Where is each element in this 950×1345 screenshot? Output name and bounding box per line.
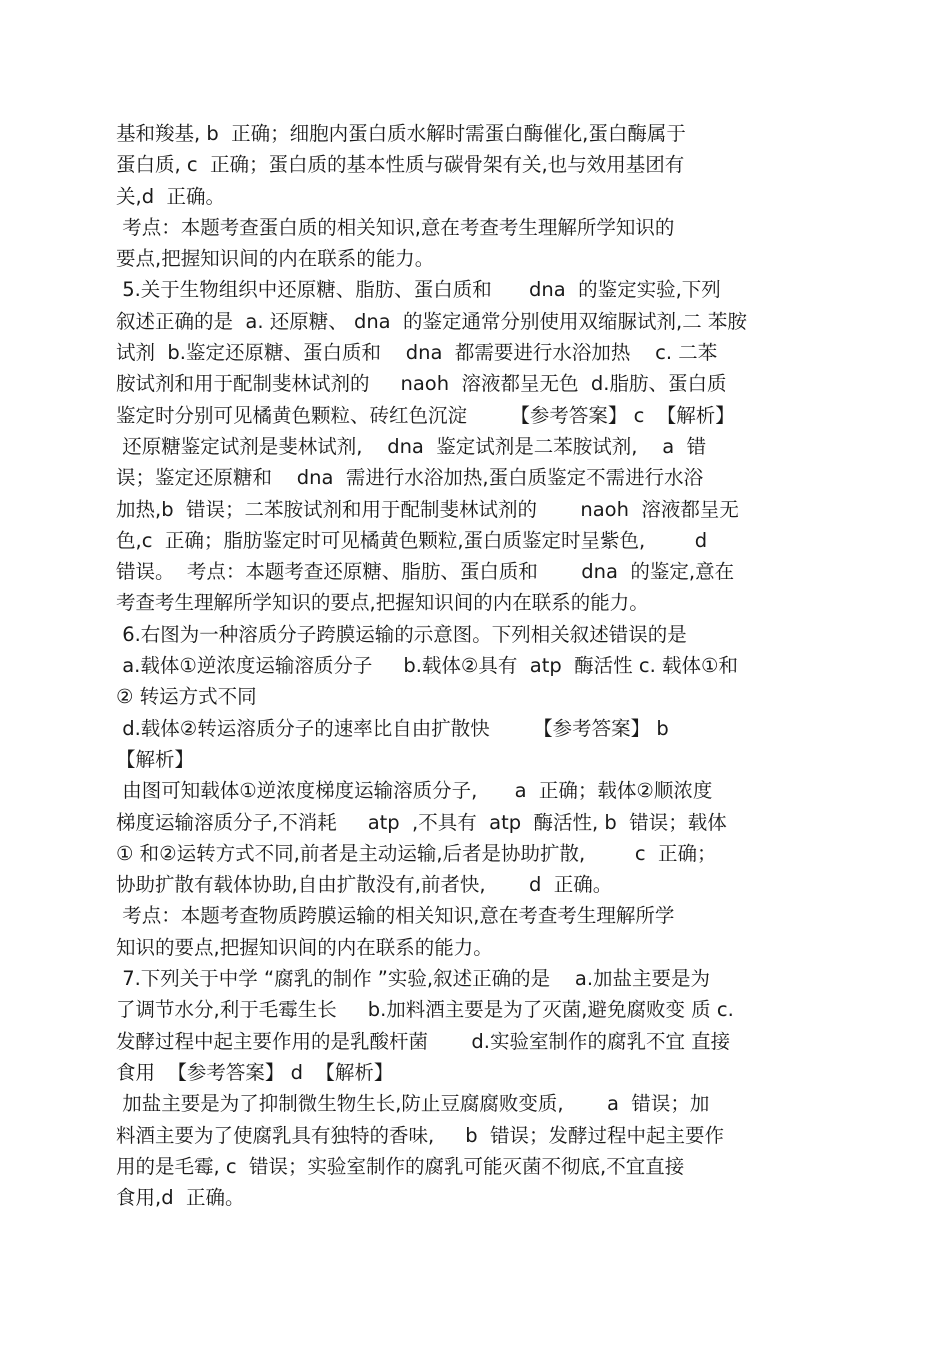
text-line: 5.关于生物组织中还原糖、脂肪、蛋白质和 dna 的鉴定实验,下列 (116, 278, 721, 302)
text-line: 试剂 b.鉴定还原糖、蛋白质和 dna 都需要进行水浴加热 c. 二苯 (116, 341, 718, 365)
text-line: 料酒主要为了使腐乳具有独特的香味, b 错误；发酵过程中起主要作 (116, 1123, 724, 1147)
text-line: 了调节水分,利于毛霉生长 b.加料酒主要是为了灭菌,避免腐败变 质 c. (116, 998, 734, 1022)
text-line: 关,d 正确。 (116, 184, 225, 208)
text-line: 色,c 正确；脂肪鉴定时可见橘黄色颗粒,蛋白质鉴定时呈紫色, d (116, 528, 708, 552)
text-line: 用的是毛霉, c 错误；实验室制作的腐乳可能灭菌不彻底,不宜直接 (116, 1154, 685, 1178)
text-line: d.载体②转运溶质分子的速率比自由扩散快 【参考答案】 b (116, 716, 669, 740)
text-line: 由图可知载体①逆浓度梯度运输溶质分子, a 正确；载体②顺浓度 (116, 779, 713, 803)
text-line: 基和羧基, b 正确；细胞内蛋白质水解时需蛋白酶催化,蛋白酶属于 (116, 122, 686, 145)
text-line: 加热,b 错误；二苯胺试剂和用于配制斐林试剂的 naoh 溶液都呈无 (116, 497, 739, 521)
text-line: 要点,把握知识间的内在联系的能力。 (116, 247, 435, 271)
text-line: 知识的要点,把握知识间的内在联系的能力。 (116, 935, 493, 959)
text-line: 误；鉴定还原糖和 dna 需进行水浴加热,蛋白质鉴定不需进行水浴 (116, 466, 704, 490)
text-line: 7.下列关于中学 “腐乳的制作 ”实验,叙述正确的是 a.加盐主要是为 (116, 967, 711, 991)
text-line: 叙述正确的是 a. 还原糖、 dna 的鉴定通常分别使用双缩脲试剂,二 苯胺 (116, 309, 747, 333)
text-line: 还原糖鉴定试剂是斐林试剂, dna 鉴定试剂是二苯胺试剂, a 错 (116, 434, 707, 458)
document-body (116, 118, 836, 1213)
text-line: 协助扩散有载体协助,自由扩散没有,前者快, d 正确。 (116, 873, 613, 897)
text-line: 食用 【参考答案】 d 【解析】 (116, 1060, 394, 1084)
text-line: 食用,d 正确。 (116, 1186, 245, 1210)
text-line: 考查考生理解所学知识的要点,把握知识间的内在联系的能力。 (116, 591, 649, 615)
text-line: 胺试剂和用于配制斐林试剂的 naoh 溶液都呈无色 d.脂肪、蛋白质 (116, 372, 727, 396)
text-line: 错误。 考点：本题考查还原糖、脂肪、蛋白质和 dna 的鉴定,意在 (116, 560, 735, 584)
text-line: 6.右图为一种溶质分子跨膜运输的示意图。下列相关叙述错误的是 (116, 622, 687, 646)
text-line: ② 转运方式不同 (116, 685, 257, 709)
text-line: 【解析】 (116, 747, 195, 771)
text-line: 鉴定时分别可见橘黄色颗粒、砖红色沉淀 【参考答案】 c 【解析】 (116, 403, 735, 427)
text-line: a.载体①逆浓度运输溶质分子 b.载体②具有 atp 酶活性 c. 载体①和 (116, 654, 738, 678)
text-line: ① 和②运转方式不同,前者是主动运输,后者是协助扩散, c 正确； (116, 841, 717, 865)
text-line: 加盐主要是为了抑制微生物生长,防止豆腐腐败变质, a 错误；加 (116, 1092, 710, 1116)
text-line: 发酵过程中起主要作用的是乳酸杆菌 d.实验室制作的腐乳不宜 直接 (116, 1029, 731, 1053)
text-line: 考点：本题考查蛋白质的相关知识,意在考查考生理解所学知识的 (116, 215, 675, 239)
text-line: 梯度运输溶质分子,不消耗 atp ,不具有 atp 酶活性, b 错误；载体 (116, 810, 727, 834)
text-line: 考点：本题考查物质跨膜运输的相关知识,意在考查考生理解所学 (116, 904, 675, 928)
text-line: 蛋白质, c 正确；蛋白质的基本性质与碳骨架有关,也与效用基团有 (116, 153, 685, 177)
